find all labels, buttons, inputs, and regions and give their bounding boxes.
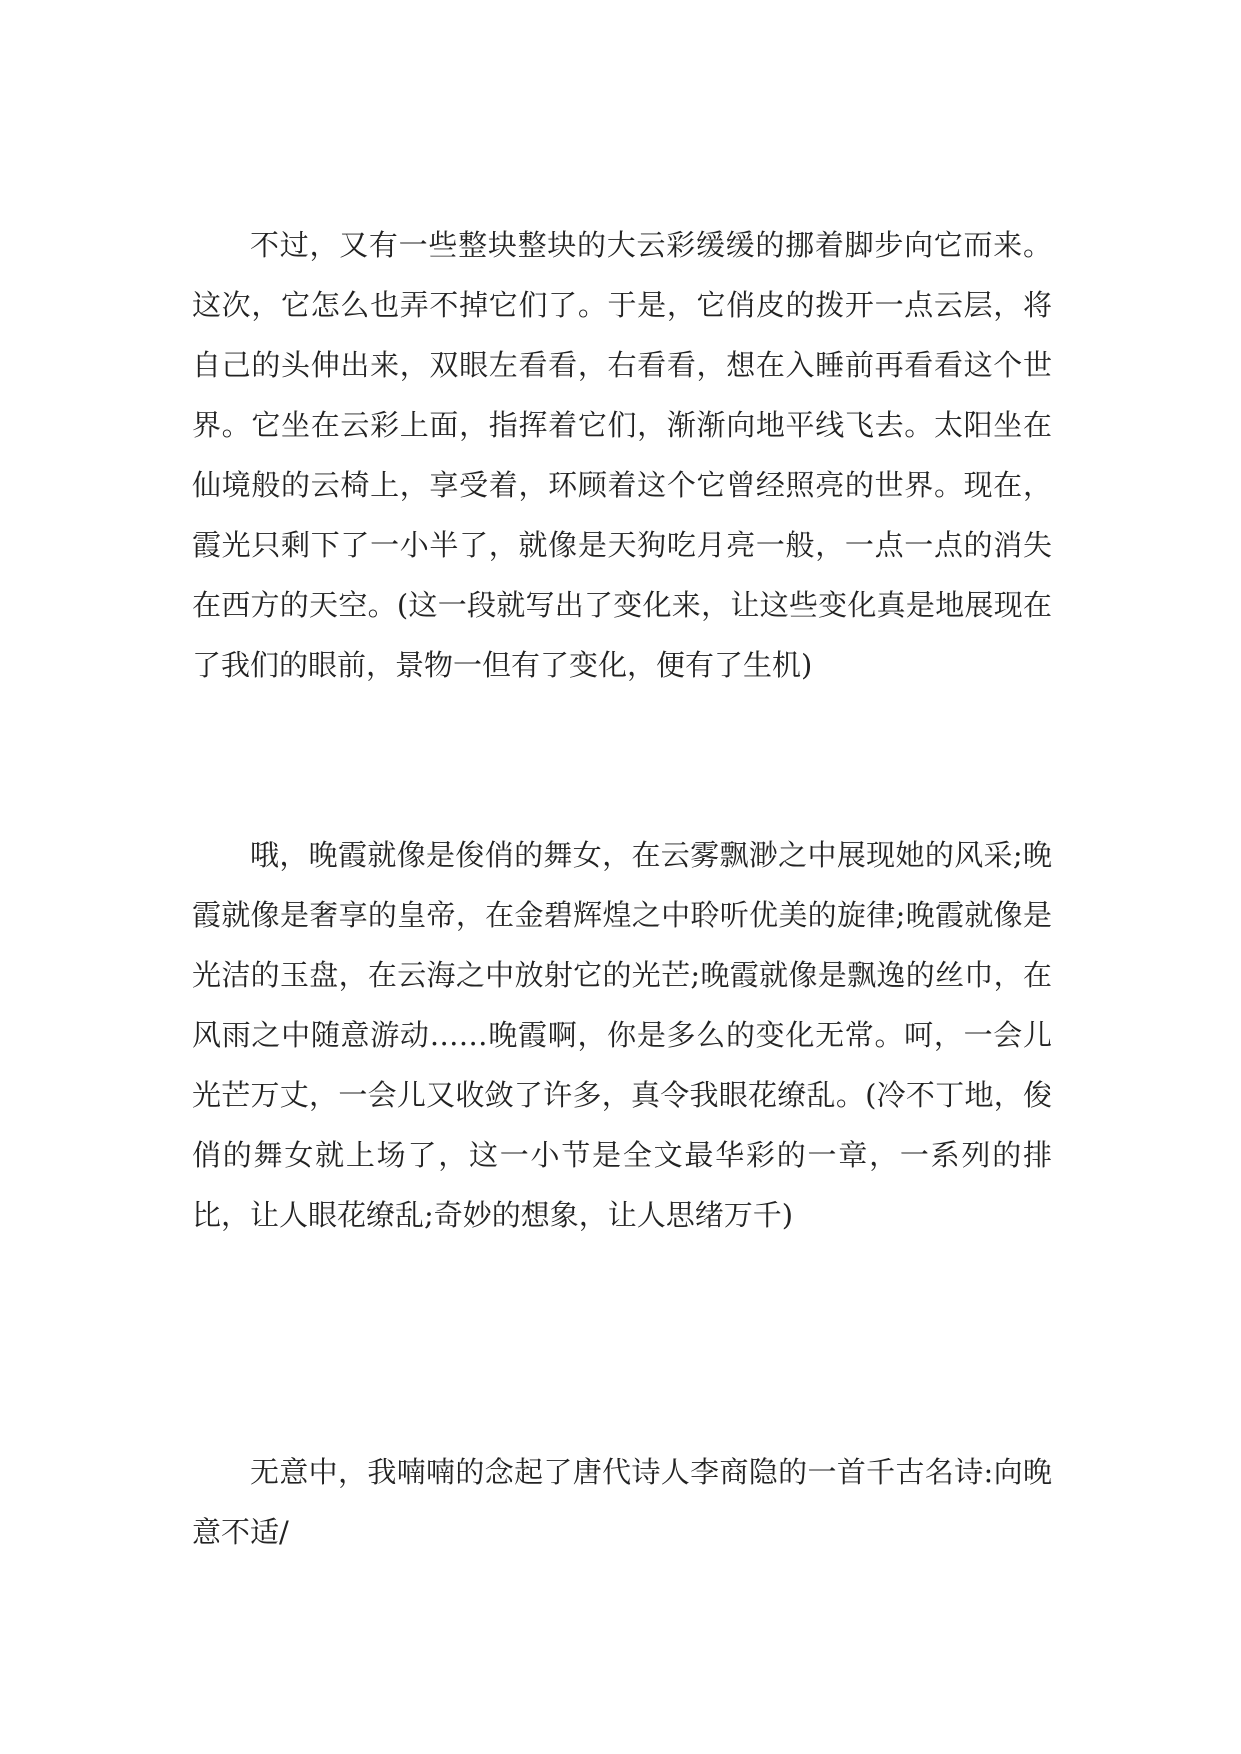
paragraph-sunset-metaphors: 哦，晚霞就像是俊俏的舞女，在云雾飘渺之中展现她的风采;晚霞就像是奢享的皇帝，在金碧辉煌之中聆听优美的旋律;晚霞就像是光洁的玉盘，在云海之中放射它的光芒;晚霞就像是飘逸的丝巾，在风雨之中随意游动……晚霞啊，你是多么的变化无常。呵，一会儿光芒万丈，一会儿又收敛了许多，真令我眼花缭乱。(冷不丁地，俊俏的舞女就上场了，这一小节是全文最华彩的一章，一系列的排比，让人眼花缭乱;奇妙的想象，让人思绪万千): [192, 838, 1052, 1232]
paragraph-sunset-clouds: 不过，又有一些整块整块的大云彩缓缓的挪着脚步向它而来。这次，它怎么也弄不掉它们了。于是，它俏皮的拨开一点云层，将自己的头伸出来，双眼左看看，右看看，想在入睡前再看看这个世界。它坐在云彩上面，指挥着它们，渐渐向地平线飞去。太阳坐在仙境般的云椅上，享受着，环顾着这个它曾经照亮的世界。现在，霞光只剩下了一小半了，就像是天狗吃月亮一般，一点一点的消失在西方的天空。(这一段就写出了变化来，让这些变化真是地展现在了我们的眼前，景物一但有了变化，便有了生机): [192, 228, 1052, 682]
paragraph-poem-intro: 无意中，我喃喃的念起了唐代诗人李商隐的一首千古名诗:向晚意不适/: [192, 1455, 1052, 1549]
